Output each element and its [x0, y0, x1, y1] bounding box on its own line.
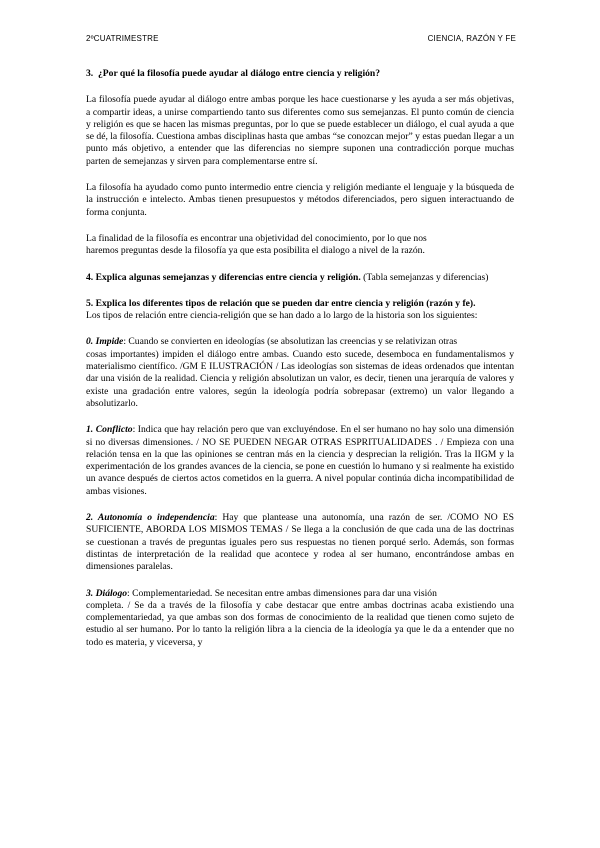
header-left: 2ºCUATRIMESTRE — [86, 34, 159, 43]
question-5-intro: Los tipos de relación entre ciencia-religión que se han dado a lo largo de la historia son los siguientes: — [86, 310, 478, 322]
relation-item-3-line1: : Complementariedad. Se necesitan entre ambas dimensiones para dar una visión — [127, 587, 437, 599]
relation-item-0-label: 0. Impide — [86, 336, 124, 348]
question-5-title: 5. Explica los diferentes tipos de relación que se pueden dar entre ciencia y religión (razón y fe). — [86, 297, 476, 309]
relation-item-0-line1: : Cuando se convierten en ideologías (se absolutizan las creencias y se relativizan otras — [123, 336, 458, 348]
question-4-title: 4. Explica algunas semejanzas y diferencias entre ciencia y religión. — [86, 271, 361, 283]
question-3-paragraph-3b: haremos preguntas desde la filosofía ya que esta posibilita el dialogo a nivel de la razón. — [86, 245, 425, 257]
relation-item-2-label: 2. Autonomía o independencia — [86, 512, 215, 524]
relation-item-1-text: : Indica que hay relación pero que van excluyéndose. En el ser humano no hay solo una dimensión si no diversas dimensiones. / NO SE PUEDEN NEGAR OTRAS ESPRITUALIDADES . / Empieza con una relación tensa en la que las opiniones se centran más en la ciencia y desprecian la religión. Tras la IIGM y la experimentación de los grandes avances de la ciencia, se pone en cuestión lo humano y si realmente ha existido un avance después de ciertos actos cometidos en la guerra. A nivel popular continúa dicha incompatibilidad de ambas visiones. — [86, 424, 514, 497]
document-body — [86, 68, 514, 649]
question-4 — [86, 272, 514, 284]
question-4-note: (Tabla semejanzas y diferencias) — [363, 271, 489, 283]
relation-item-3-text: completa. / Se da a través de la filosofía y cabe destacar que entre ambas doctrinas acaba existiendo una complementariedad, ya que ambas son dos formas de conocimiento de la realidad que tienen como sujeto de estudio al ser humano. Por lo tanto la religión libra a la ciencia de la ideología ya que le da a entender que no todo es materia, y viceversa, y — [86, 599, 514, 648]
relation-item-0-first-line — [86, 336, 514, 348]
relation-item-2 — [86, 512, 514, 573]
header-right: CIENCIA, RAZÓN Y FE — [427, 34, 516, 43]
relation-item-1 — [86, 424, 514, 498]
question-3-paragraph-2: La filosofía ha ayudado como punto intermedio entre ciencia y religión mediante el lenguaje y la búsqueda de la instrucción e intelecto. Ambas tienen presupuestos y métodos diferenciados, pero siguen interactuando de forma conjunta. — [86, 182, 514, 218]
relation-item-3-first-line — [86, 588, 514, 600]
relation-item-1-label: 1. Conflicto — [86, 424, 133, 436]
question-3-title: ¿Por qué la filosofía puede ayudar al diálogo entre ciencia y religión? — [98, 68, 381, 79]
question-3-heading — [86, 68, 514, 80]
relation-item-0-text: cosas importantes) impiden el diálogo entre ambas. Cuando esto sucede, desemboca en fundamentalismos y materialismo científico. /GM E ILUSTRACIÓN / Las ideologías son sistemas de ideas ordenados que intentan dar una visión de la realidad. Ciencia y religión absolutizan un valor, es decir, tienen una jerarquía de valores y existe una gradación entre valores, según la ideología podría sobrepasar (extremo) un valor llegando a absolutizarlo. — [86, 348, 514, 409]
relation-item-3-label: 3. Diálogo — [86, 587, 128, 599]
question-3-paragraph-3a: La finalidad de la filosofía es encontrar una objetividad del conocimiento, por lo que nos — [86, 232, 427, 244]
question-3-number: 3. — [86, 68, 94, 79]
question-3-paragraph-1: La filosofía puede ayudar al diálogo entre ambas porque les hace cuestionarse y les ayuda a ser más objetivas, a compartir ideas, a unirse compartiendo tanto sus diferentes como sus semejanzas. El punto común de ciencia y religión es que se hacen las mismas preguntas, por lo que se puede establecer un diálogo, el cual ayuda a que se dé, la filosofía. Cuestiona ambas disciplinas hasta que ambas “se conozcan mejor” y estas puedan llegar a un punto más objetivo, a entender que las diferencias no siempre suponen una contradicción porque muchas parten de semejanzas y sirven para complementarse entre sí. — [86, 94, 514, 167]
relation-item-2-text: : Hay que plantease una autonomía, una razón de ser. /COMO NO ES SUFICIENTE, ABORDA LOS MISMOS TEMAS / Se llega a la conclusión de que cada una de las doctrinas se cuestionan a través de preguntas iguales pero sus respuestas no tienen porqué serlo. Además, son formas distintas de interpretación de la realidad que acontece y rodea al ser humano, encontrándose ambas en dimensiones paralelas. — [86, 512, 514, 573]
